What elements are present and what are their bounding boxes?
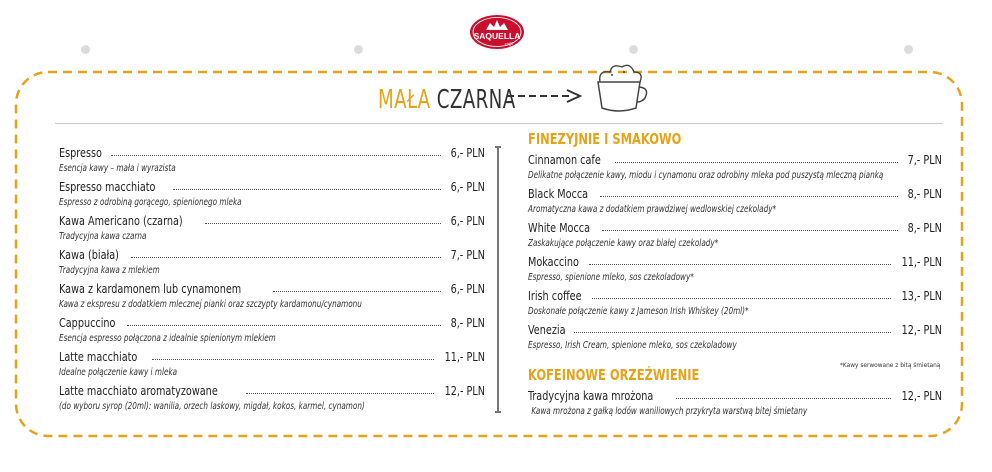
- menu-item: [59, 245, 485, 262]
- dot-leader: [127, 325, 442, 326]
- item-description: Kawa z ekspresu z dodatkiem mlecznej pianki oraz szczypty kardamonu/cynamonu: [59, 299, 362, 310]
- item-description: Esencja espresso połączona z idealnie spienionym mlekiem: [59, 333, 276, 344]
- item-name: Irish coffee: [528, 288, 582, 303]
- dot-leader: [205, 223, 441, 224]
- menu-item: [59, 347, 485, 364]
- right-menu-column: [528, 128, 942, 354]
- menu-item: [59, 143, 485, 160]
- item-name: Black Mocca: [528, 186, 589, 201]
- item-description: Aromatyczna kawa z dodatkiem prawdziwej wedlowskiej czekolady*: [528, 204, 777, 215]
- item-price: 12,- PLN: [444, 383, 485, 398]
- item-description: Idealne połączenie kawy i mleka: [59, 367, 178, 378]
- item-price: 6,- PLN: [450, 281, 485, 296]
- item-price: 11,- PLN: [901, 254, 942, 269]
- item-description: Espresso z odrobiną gorącego, spienionego mleka: [59, 197, 242, 208]
- item-name: Latte macchiato aromatyzowane: [59, 383, 218, 398]
- section-title-finezyjnie: FINEZYJNIE I SMAKOWO: [528, 130, 682, 148]
- item-price: 8,- PLN: [907, 186, 942, 201]
- item-description: Espresso, Irish Cream, spienione mleko, sos czekoladowy: [528, 340, 737, 351]
- item-name: Espresso: [59, 145, 102, 160]
- section-title-kofeinowe: KOFEINOWE ORZEŹWIENIE: [528, 366, 700, 384]
- title-part2: CZARNA: [436, 85, 516, 115]
- dashed-arrow-icon: [505, 88, 585, 104]
- item-description: Kawa mrożona z gałką lodów waniliowych przykryta warstwą bitej śmietany: [531, 406, 808, 417]
- dot-leader: [600, 196, 898, 197]
- menu-item: [528, 320, 942, 337]
- item-price: 11,- PLN: [444, 349, 485, 364]
- item-price: 6,- PLN: [450, 145, 485, 160]
- item-description: Delikatne połączenie kawy, miodu i cynamonu oraz odrobiny mleka pod puszystą mleczną pianką: [528, 170, 884, 181]
- item-price: 12,- PLN: [901, 388, 942, 403]
- item-description: Espresso, spienione mleko, sos czekoladowy*: [528, 272, 694, 283]
- item-price: 13,- PLN: [901, 288, 942, 303]
- item-name: Latte macchiato: [59, 349, 138, 364]
- brand-sub: caffè: [504, 41, 514, 46]
- dot-leader: [246, 393, 434, 394]
- dot-leader: [111, 155, 441, 156]
- title-underline: [55, 123, 943, 124]
- title-part1: MAŁA: [378, 85, 431, 115]
- item-name: Venezia: [528, 322, 566, 337]
- item-name: Kawa Americano (czarna): [59, 213, 183, 228]
- saquella-logo: [469, 10, 525, 50]
- whipped-cream-note: *Kawy serwowane z bitą śmietaną: [840, 361, 941, 369]
- menu-item: [59, 211, 485, 228]
- menu-item: [528, 252, 942, 269]
- dot-leader: [173, 189, 441, 190]
- item-price: 12,- PLN: [901, 322, 942, 337]
- item-name: Kawa z kardamonem lub cynamonem: [59, 281, 242, 296]
- item-name: White Mocca: [528, 220, 591, 235]
- item-description: (do wyboru syrop (20ml): wanilia, orzech laskowy, migdał, kokos, karmel, cynamon): [59, 401, 365, 412]
- item-name: Kawa (biała): [59, 247, 119, 262]
- dot-leader: [592, 298, 891, 299]
- divider-cap: [495, 146, 501, 148]
- item-name: Cappuccino: [59, 315, 116, 330]
- divider-cap: [495, 411, 501, 413]
- menu-item: [59, 177, 485, 194]
- menu-item: [59, 313, 485, 330]
- dot-leader: [152, 359, 434, 360]
- dot-leader: [615, 162, 899, 163]
- menu-item: [528, 386, 942, 403]
- menu-item: [528, 286, 942, 303]
- item-price: 6,- PLN: [450, 213, 485, 228]
- menu-item: [59, 279, 485, 296]
- left-menu-column: [59, 143, 485, 415]
- dot-leader: [602, 230, 898, 231]
- item-price: 8,- PLN: [450, 315, 485, 330]
- item-description: Tradycyjna kawa z mlekiem: [59, 265, 160, 276]
- item-name: Cinnamon cafe: [528, 152, 601, 167]
- item-description: Esencja kawy – mała i wyrazista: [59, 163, 176, 174]
- column-divider: [497, 148, 499, 412]
- item-price: 7,- PLN: [907, 152, 942, 167]
- menu-item: [528, 150, 942, 167]
- item-price: 8,- PLN: [907, 220, 942, 235]
- hanging-hole: [904, 45, 913, 54]
- coffee-cup-icon: [592, 60, 650, 116]
- menu-item: [59, 381, 485, 398]
- dot-leader: [131, 257, 441, 258]
- dot-leader: [273, 291, 441, 292]
- hanging-hole: [81, 45, 90, 54]
- item-price: 7,- PLN: [450, 247, 485, 262]
- menu-item: [528, 218, 942, 235]
- hanging-hole: [629, 45, 638, 54]
- menu-item: [528, 184, 942, 201]
- right-menu-column-2: [528, 364, 942, 420]
- item-price: 6,- PLN: [450, 179, 485, 194]
- hanging-hole: [354, 45, 363, 54]
- item-description: Doskonałe połączenie kawy z Jameson Irish Whiskey (20ml)*: [528, 306, 749, 317]
- item-name: Tradycyjna kawa mrożona: [528, 388, 654, 403]
- brand-name: SAQUELLA: [473, 31, 521, 41]
- item-description: Tradycyjna kawa czarna: [59, 231, 147, 242]
- item-name: Mokaccino: [528, 254, 579, 269]
- item-name: Espresso macchiato: [59, 179, 156, 194]
- dot-leader: [589, 264, 891, 265]
- dot-leader: [676, 398, 891, 399]
- item-description: Zaskakujące połączenie kawy oraz białej czekolady*: [528, 238, 719, 249]
- dot-leader: [574, 332, 891, 333]
